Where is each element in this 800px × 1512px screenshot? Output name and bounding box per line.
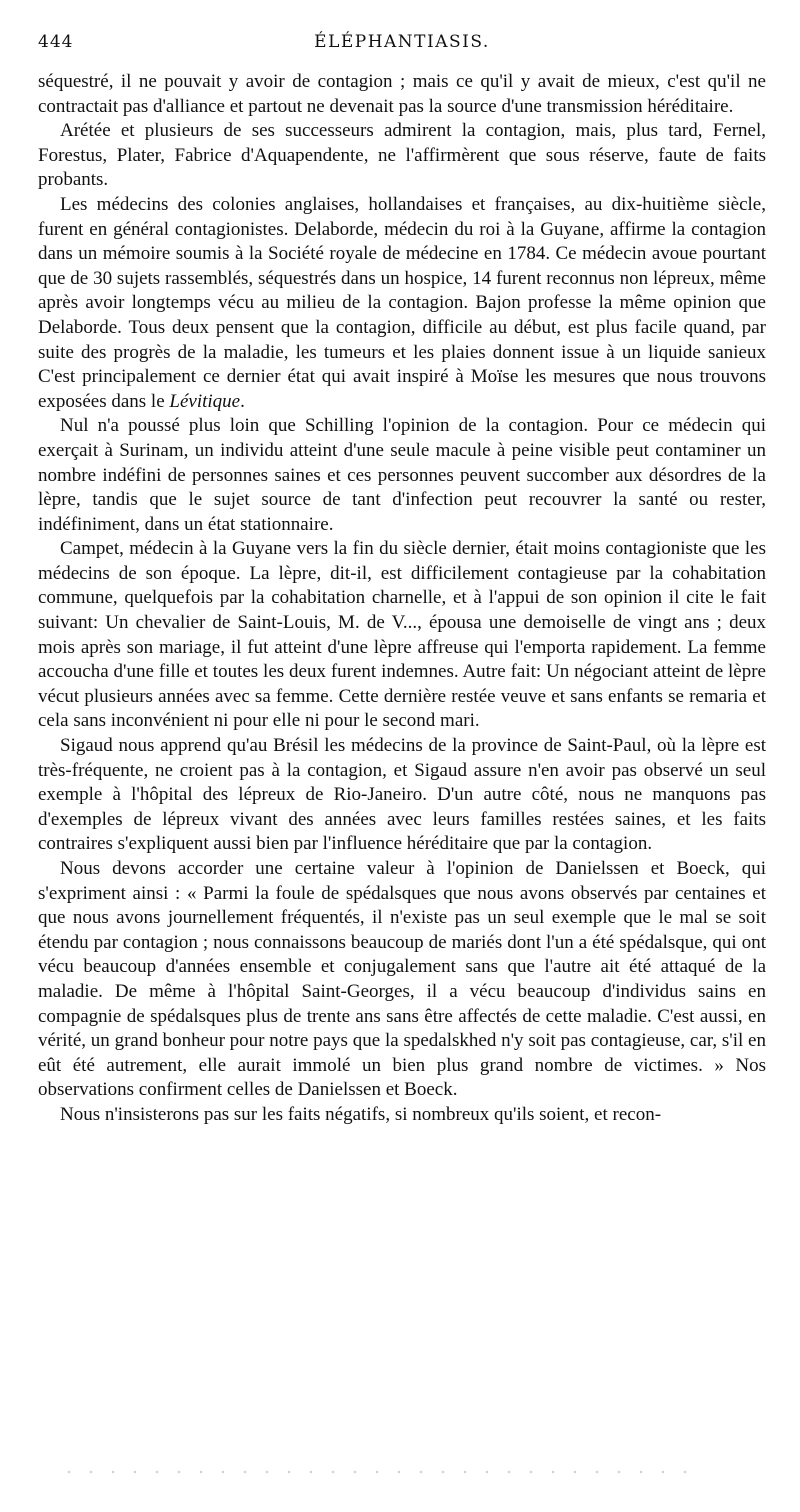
paragraph-2: Arétée et plusieurs de ses successeurs admirent la contagion, mais, plus tard, Fernel, Forestus, Plater, Fabrice d'Aquapendente, ne l'affirmèrent que sous réserve, faute de faits probants. (38, 120, 766, 191)
body-text (38, 70, 766, 1128)
paragraph-7: Nous devons accorder une certaine valeur à l'opinion de Danielssen et Boeck, qui s'expriment ainsi : « Parmi la foule de spédalsques que nous avons observés par centaines et que nous avons journellement fréquentés, il n'existe pas un seul exemple que le mal se soit étendu par contagion ; nous connaissons beaucoup de mariés dont l'un a été spédalsque, qui ont vécu beaucoup d'années ensemble et conjugalement sans que l'autre ait été attaqué de la maladie. De même à l'hôpital Saint-Georges, il a vécu beaucoup d'individus sains en compagnie de spédalsques plus de trente ans sans être affectés de cette maladie. C'est aussi, en vérité, un grand bonheur pour notre pays que la spedalskhed n'y soit pas contagieuse, car, s'il en eût été autrement, elle aurait immolé un bien plus grand nombre de victimes. » Nos observations confirment celles de Danielssen et Boeck. (38, 858, 766, 1101)
running-title: ÉLÉPHANTIASIS. (314, 32, 490, 52)
book-page (38, 28, 766, 1128)
italic-title-leviticus: Lévitique (169, 390, 241, 412)
paragraph-3: Les médecins des colonies anglaises, hollandaises et françaises, au dix-huitième siècle, furent en général contagionistes. Delaborde, médecin du roi à la Guyane, affirme la contagion dans un mémoire soumis à la Société royale de médecine en 1784. Ce médecin avoue pourtant que de 30 sujets rassemblés, séquestrés dans un hospice, 14 furent reconnus non lépreux, même après avoir longtemps vécu au milieu de la contagion. Bajon professe la même opinion que Delaborde. Tous deux pensent que la contagion, difficile au début, est plus facile quand, par suite des progrès de la maladie, les tumeurs et les plaies donnent issue à un liquide sanieux C'est principalement ce dernier état qui avait inspiré à Moïse les mesures que nous trouvons exposées dans le Lévitique. (38, 193, 766, 412)
running-head (38, 28, 766, 54)
paragraph-4: Nul n'a poussé plus loin que Schilling l'opinion de la contagion. Pour ce médecin qui exerçait à Surinam, un individu atteint d'une seule macule à peine visible peut contaminer un nombre indéfini de personnes saines et ces personnes peuvent succomber aux désordres de la lèpre, tandis que le sujet source de tant d'infection peut recouvrer la santé ou rester, indéfiniment, dans un état stationnaire. (38, 415, 766, 535)
paragraph-5: Campet, médecin à la Guyane vers la fin du siècle dernier, était moins contagioniste que les médecins de son époque. La lèpre, dit-il, est difficilement contagieuse par la cohabitation commune, quelquefois par la cohabitation charnelle, et à l'appui de son opinion il cite le fait suivant: Un chevalier de Saint-Louis, M. de V..., épousa une demoiselle de vingt ans ; deux mois après son mariage, il fut atteint d'une lèpre affreuse qui l'emporta rapidement. La femme accoucha d'une fille et toutes les deux furent indemnes. Autre fait: Un négociant atteint de lèpre vécut plusieurs années avec sa femme. Cette dernière restée veuve et sans enfants se remaria et cela sans inconvénient ni pour elle ni pour le second mari. (38, 538, 766, 732)
paragraph-1: séquestré, il ne pouvait y avoir de contagion ; mais ce qu'il y avait de mieux, c'est qu'il ne contractait pas d'alliance et partout ne devenait pas la source d'une transmission héréditaire. (38, 71, 766, 117)
page-number: 444 (38, 32, 74, 52)
bleed-through-marks (58, 1470, 698, 1474)
paragraph-6: Sigaud nous apprend qu'au Brésil les médecins de la province de Saint-Paul, où la lèpre est très-fréquente, ne croient pas à la contagion, et Sigaud assure n'en avoir pas observé un seul exemple à l'hôpital des lépreux de Rio-Janeiro. D'un autre côté, nous ne manquons pas d'exemples de lépreux vivant des années avec leurs familles restées saines, et les faits contraires s'expliquent aussi bien par l'influence héréditaire que par la contagion. (38, 735, 766, 855)
paragraph-8: Nous n'insisterons pas sur les faits négatifs, si nombreux qu'ils soient, et recon- (60, 1103, 662, 1125)
